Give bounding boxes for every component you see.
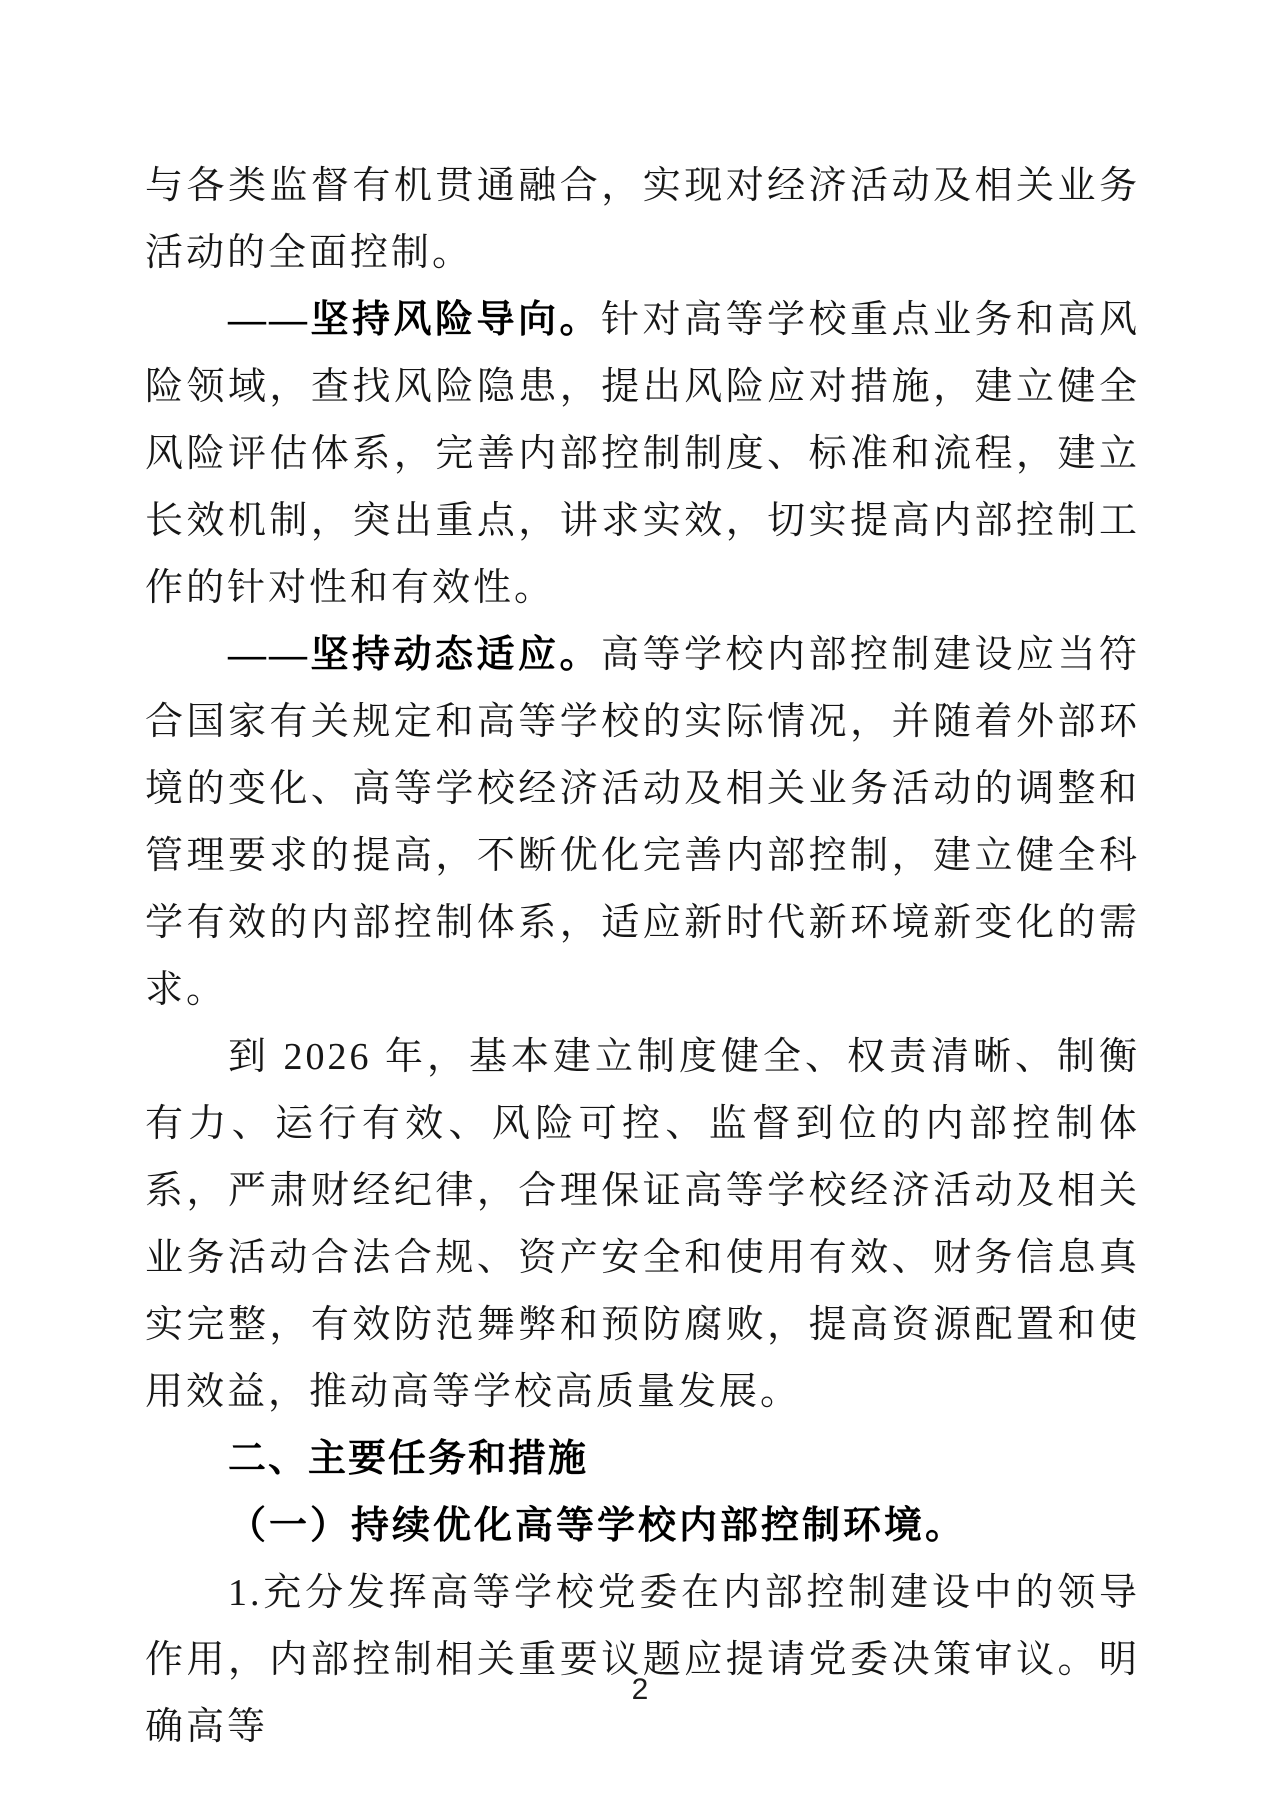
principle-dynamic-lead: ——坚持动态适应。: [228, 634, 601, 676]
paragraph-item-1: 1.充分发挥高等学校党委在内部控制建设中的领导作用，内部控制相关重要议题应提请党委决策审议。明确高等: [145, 1572, 1140, 1748]
principle-risk-body: 针对高等学校重点业务和高风险领域，查找风险隐患，提出风险应对措施，建立健全风险评估体系，完善内部控制制度、标准和流程，建立长效机制，突出重点，讲求实效，切实提高内部控制工作的针对性和有效性。: [145, 299, 1140, 609]
section-heading-main-tasks: 二、主要任务和措施: [228, 1438, 589, 1480]
principle-dynamic-body: 高等学校内部控制建设应当符合国家有关规定和高等学校的实际情况，并随着外部环境的变化、高等学校经济活动及相关业务活动的调整和管理要求的提高，不断优化完善内部控制，建立健全科学有效的内部控制体系，适应新时代新环境新变化的需求。: [145, 634, 1140, 1011]
page-number: 2: [631, 1673, 649, 1706]
principle-risk-lead: ——坚持风险导向。: [228, 299, 601, 341]
document-body: [145, 153, 1140, 1761]
paragraph-overall-control: 与各类监督有机贯通融合，实现对经济活动及相关业务活动的全面控制。: [145, 165, 1140, 274]
paragraph-principle-dynamic: [145, 622, 1140, 1024]
subsection-heading-control-environment: （一）持续优化高等学校内部控制环境。: [228, 1505, 967, 1547]
paragraph-goal-2026: 到 2026 年，基本建立制度健全、权责清晰、制衡有力、运行有效、风险可控、监督到位的内部控制体系，严肃财经纪律，合理保证高等学校经济活动及相关业务活动合法合规、资产安全和使用有效、财务信息真实完整，有效防范舞弊和预防腐败，提高资源配置和使用效益，推动高等学校高质量发展。: [145, 1036, 1140, 1413]
paragraph-principle-risk: [145, 287, 1140, 622]
